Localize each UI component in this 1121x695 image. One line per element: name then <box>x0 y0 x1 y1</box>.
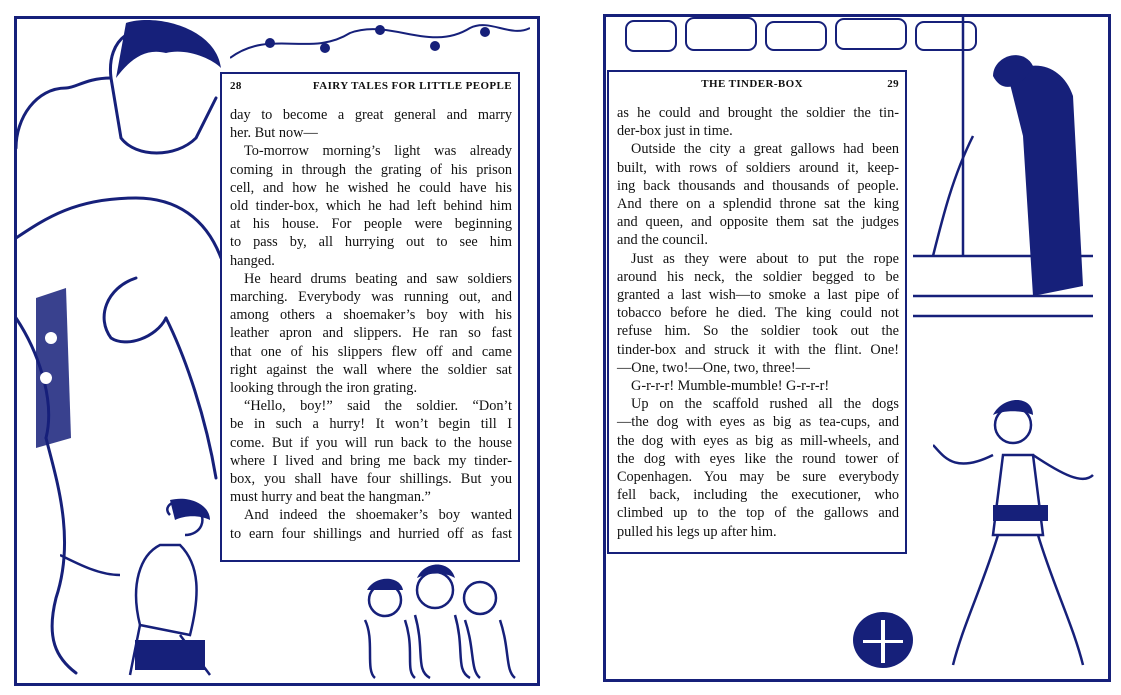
text-line: der-box just in time. <box>617 123 733 140</box>
left-text-panel <box>220 72 520 562</box>
text-line: come. But if you will run back to the house <box>230 434 512 451</box>
text-line: looking through the iron grating. <box>230 380 418 397</box>
text-line: Copenhagen. You may be sure everybody <box>617 469 899 486</box>
text-line: at his house. For people were beginning <box>230 216 512 233</box>
text-line: To-morrow morning’s light was already <box>244 143 512 160</box>
text-line: coming in through the grating of his prison <box>230 161 512 178</box>
text-line: among others a shoemaker’s boy with his <box>230 307 512 324</box>
text-line: refuse him. So the soldier took out the <box>617 323 899 340</box>
king-robed-illustration <box>913 16 1103 336</box>
text-line: G-r-r-r! Mumble-mumble! G-r-r-r! <box>631 378 830 395</box>
text-line: day to become a great general and marry <box>230 107 512 123</box>
right-running-head <box>617 78 899 90</box>
text-line: —One, two!—One, two, three!— <box>617 359 810 376</box>
text-line: And there on a splendid throne sat the king <box>617 196 899 213</box>
text-line: built, with rows of soldiers around it, keep- <box>617 159 899 176</box>
text-line: fell back, including the executioner, who <box>617 487 899 504</box>
text-line: the dog with eyes as big as mill-wheels, and <box>617 432 899 449</box>
text-line: and the council. <box>617 232 708 249</box>
text-line: He heard drums beating and saw soldiers <box>244 270 512 287</box>
text-line: pulled his legs up after him. <box>617 523 777 540</box>
left-page <box>0 0 548 695</box>
text-line: to earn four shillings and hurried off as fast <box>230 525 512 542</box>
shoemaker-boys-illustration <box>355 560 525 680</box>
text-line: around his neck, the soldier begged to be <box>617 268 899 285</box>
vine-border-illustration <box>230 18 530 70</box>
text-line: and queen, and opposite them sat the judges <box>617 214 899 231</box>
text-line: marching. Everybody was running out, and <box>230 289 512 306</box>
text-line: must hurry and beat the hangman.” <box>230 489 431 506</box>
text-line: leather apron and slippers. He ran so fast <box>230 325 512 342</box>
text-line: old tinder-box, which he had left behind him <box>230 198 512 215</box>
right-running-title: THE TINDER-BOX <box>701 78 803 90</box>
text-line: tobacco before he died. The king could not <box>617 305 899 322</box>
text-line: Outside the city a great gallows had been <box>631 141 899 158</box>
text-line: Up on the scaffold rushed all the dogs <box>631 396 899 413</box>
text-line: to pass by, all hurrying out to see him <box>230 234 512 251</box>
text-line: hanged. <box>230 252 275 269</box>
tinder-pot-illustration <box>843 595 923 675</box>
text-line: ing back thousands and thousands of people. <box>617 177 899 194</box>
left-page-number: 28 <box>230 80 242 92</box>
right-page <box>573 0 1121 695</box>
text-line: tinder-box and struck it with the flint. One! <box>617 341 899 358</box>
text-line: climbed up to the top of the gallows and <box>617 505 899 522</box>
text-line: granted a last wish—to smoke a last pipe of <box>617 287 899 304</box>
text-line: as he could and brought the soldier the tin- <box>617 105 899 121</box>
text-line: cell, and how he wished he could have his <box>230 179 512 196</box>
left-running-title: FAIRY TALES FOR LITTLE PEOPLE <box>312 80 512 92</box>
text-line: that one of his slippers flew off and came <box>230 343 512 360</box>
soldier-kneeling-illustration <box>60 495 240 680</box>
book-gutter <box>548 0 573 695</box>
soldier-dancing-illustration <box>933 395 1103 675</box>
right-body-text <box>617 104 899 541</box>
left-running-head <box>230 80 512 92</box>
right-page-number: 29 <box>887 78 899 90</box>
text-line: —the dog with eyes as big as tea-cups, and <box>617 414 899 431</box>
text-line: her. But now— <box>230 125 318 142</box>
text-line: “Hello, boy!” said the soldier. “Don’t <box>244 398 512 415</box>
text-line: And indeed the shoemaker’s boy wanted <box>244 507 512 524</box>
text-line: box, you shall have four shillings. But you <box>230 471 512 488</box>
right-text-panel <box>607 70 907 554</box>
text-line: Just as they were about to put the rope <box>631 250 899 267</box>
text-line: be in such a hurry! It won’t begin till I <box>230 416 512 433</box>
text-line: the dog with eyes like the round tower of <box>617 450 899 467</box>
left-body-text <box>230 106 512 543</box>
text-line: where I lived and bring me back my tinder- <box>230 452 512 469</box>
text-line: right against the wall where the soldier sat <box>230 361 512 378</box>
